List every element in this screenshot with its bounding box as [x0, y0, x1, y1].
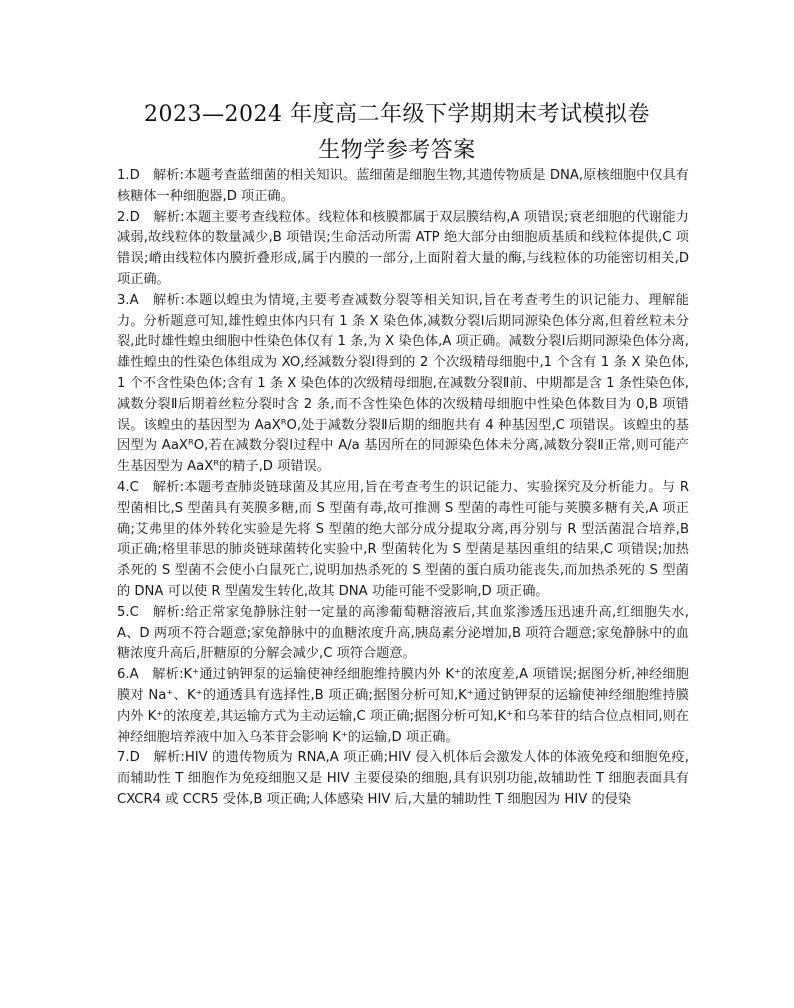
- answer-item-1: 1.D 解析:本题考查蓝细菌的相关知识。蓝细菌是细胞生物,其遗传物质是 DNA,原核细胞中仅具有核糖体一种细胞器,D 项正确。: [117, 168, 689, 204]
- answer-list: [117, 166, 689, 811]
- answer-item-6: 6.A 解析:K⁺通过钠钾泵的运输使神经细胞维持膜内外 K⁺的浓度差,A 项错误;据图分析,神经细胞膜对 Na⁺、K⁺的通透具有选择性,B 项正确;据图分析可知,K⁺通过钠钾泵的运输使神经细胞维持膜内外 K⁺的浓度差,其运输方式为主动运输,C 项正确;据图分析可知,K⁺和乌苯苷的结合位点相同,则在神经细胞培养液中加入乌苯苷会影响 K⁺的运输,D 项正确。: [117, 667, 689, 745]
- answer-item-3: 3.A 解析:本题以蝗虫为情境,主要考查减数分裂等相关知识,旨在考查考生的识记能力、理解能力。分析题意可知,雄性蝗虫体内只有 1 条 X 染色体,减数分裂Ⅰ后期同源染色体分离,但着丝粒未分裂,此时雄性蝗虫细胞中性染色体仅有 1 条,为 X 染色体,A 项正确。减数分裂Ⅰ后期同源染色体分离,雄性蝗虫的性染色体组成为 XO,经减数分裂Ⅰ得到的 2 个次级精母细胞中,1 个含有 1 条 X 染色体,1 个不含性染色体;含有 1 条 X 染色体的次级精母细胞,在减数分裂Ⅱ前、中期都是含 1 条性染色体,减数分裂Ⅱ后期着丝粒分裂时含 2 条,而不含性染色体的次级精母细胞中性染色体数目为 0,B 项错误。该蝗虫的基因型为 AaXᴿO,处于减数分裂Ⅱ后期的细胞共有 4 种基因型,C 项错误。该蝗虫的基因型为 AaXᴿO,若在减数分裂Ⅰ过程中 A/a 基因所在的同源染色体未分离,减数分裂Ⅱ正常,则可能产生基因型为 AaXᴿ的精子,D 项错误。: [117, 292, 689, 475]
- answer-item-2: 2.D 解析:本题主要考查线粒体。线粒体和核膜都属于双层膜结构,A 项错误;衰老细胞的代谢能力减弱,故线粒体的数量减少,B 项错误;生命活动所需 ATP 绝大部分由细胞质基质和线粒体提供,C 项错误;嵴由线粒体内膜折叠形成,属于内膜的一部分,上面附着大量的酶,与线粒体的功能密切相关,D 项正确。: [117, 209, 689, 287]
- answer-item-5: 5.C 解析:给正常家兔静脉注射一定量的高渗葡萄糖溶液后,其血浆渗透压迅速升高,红细胞失水,A、D 两项不符合题意;家兔静脉中的血糖浓度升高,胰岛素分泌增加,B 项符合题意;家兔静脉中的血糖浓度升高后,肝糖原的分解会减少,C 项符合题意。: [117, 604, 689, 662]
- answer-item-7: 7.D 解析:HIV 的遗传物质为 RNA,A 项正确;HIV 侵入机体后会激发人体的体液免疫和细胞免疫,而辅助性 T 细胞作为免疫细胞又是 HIV 主要侵染的细胞,具有识别功能,故辅助性 T 细胞表面具有 CXCR4 或 CCR5 受体,B 项正确;人体感染 HIV 后,大量的辅助性 T 细胞因为 HIV 的侵染: [117, 750, 689, 807]
- document-subtitle: 生物学参考答案: [318, 138, 476, 163]
- answer-item-4: 4.C 解析:本题考查肺炎链球菌及其应用,旨在考查考生的识记能力、实验探究及分析能力。与 R 型菌相比,S 型菌具有荚膜多糖,而 S 型菌有毒,故可推测 S 型菌的毒性可能与荚膜多糖有关,A 项正确;艾弗里的体外转化实验是先将 S 型菌的绝大部分成分提取分离,再分别与 R 型活菌混合培养,B 项正确;格里菲思的肺炎链球菌转化实验中,R 型菌转化为 S 型菌是基因重组的结果,C 项错误;加热杀死的 S 型菌不会使小白鼠死亡,说明加热杀死的 S 型菌的蛋白质功能丧失,而加热杀死的 S 型菌的 DNA 可以使 R 型菌发生转化,故其 DNA 功能可能不受影响,D 项正确。: [117, 479, 689, 599]
- document-title: 2023—2024 年度高二年级下学期期末考试模拟卷: [144, 102, 650, 127]
